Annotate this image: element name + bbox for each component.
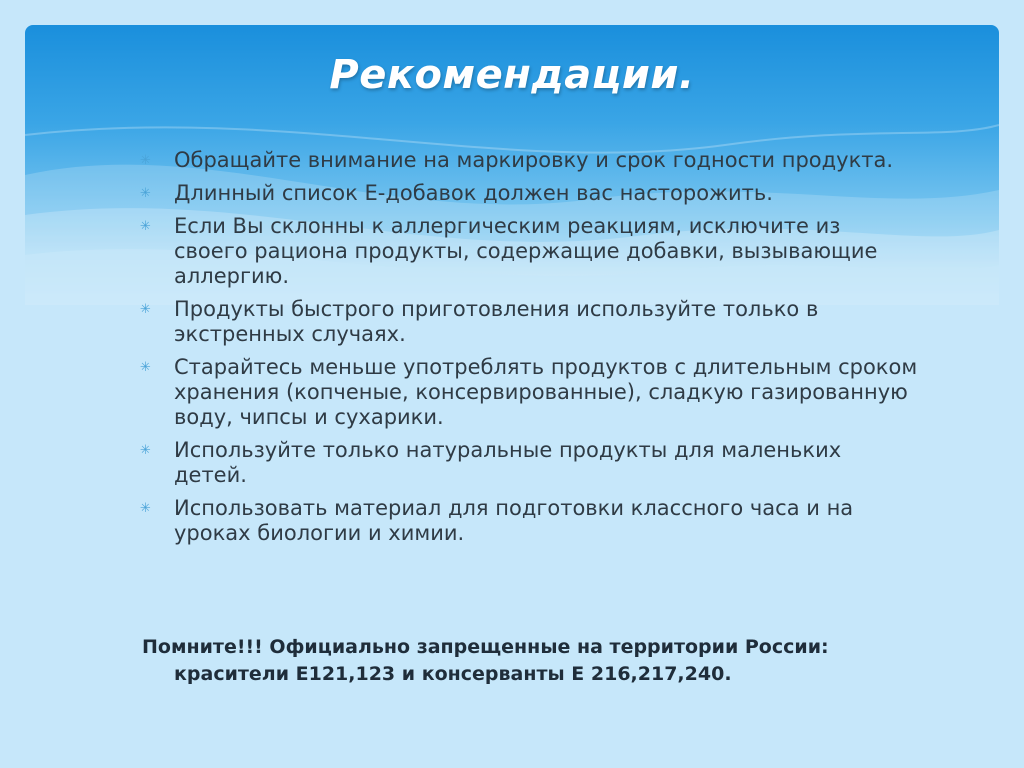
list-item (140, 148, 920, 173)
list-item (140, 496, 920, 546)
asterisk-icon: ✳ (140, 501, 151, 516)
asterisk-icon: ✳ (140, 443, 151, 458)
recommendations-list (140, 148, 920, 554)
warning-note (142, 634, 902, 688)
list-item (140, 438, 920, 488)
list-item (140, 297, 920, 347)
warning-note-line-2: красители Е121,123 и консерванты Е 216,217,240. (174, 663, 732, 685)
asterisk-icon: ✳ (140, 360, 151, 375)
list-item (140, 355, 920, 430)
list-item-text: Продукты быстрого приготовления используйте только в экстренных случаях. (174, 297, 819, 346)
list-item-text: Использовать материал для подготовки классного часа и на уроках биологии и химии. (174, 496, 854, 545)
list-item-text: Используйте только натуральные продукты для маленьких детей. (174, 438, 842, 487)
asterisk-icon: ✳ (140, 153, 151, 168)
slide-title: Рекомендации. (329, 52, 695, 98)
asterisk-icon: ✳ (140, 302, 151, 317)
list-item-text: Если Вы склонны к аллергическим реакциям, исключите из своего рациона продукты, содержащие добавки, вызывающие аллергию. (174, 214, 878, 288)
list-item (140, 214, 920, 289)
asterisk-icon: ✳ (140, 186, 151, 201)
list-item-text: Старайтесь меньше употреблять продуктов с длительным сроком хранения (копченые, консервированные), сладкую газированную воду, чипсы и сухарики. (174, 355, 918, 429)
list-item-text: Длинный список Е-добавок должен вас насторожить. (174, 181, 773, 205)
list-item-text: Обращайте внимание на маркировку и срок годности продукта. (174, 148, 894, 172)
asterisk-icon: ✳ (140, 219, 151, 234)
list-item (140, 181, 920, 206)
warning-note-line-1: Помните!!! Официально запрещенные на территории России: (142, 636, 829, 658)
